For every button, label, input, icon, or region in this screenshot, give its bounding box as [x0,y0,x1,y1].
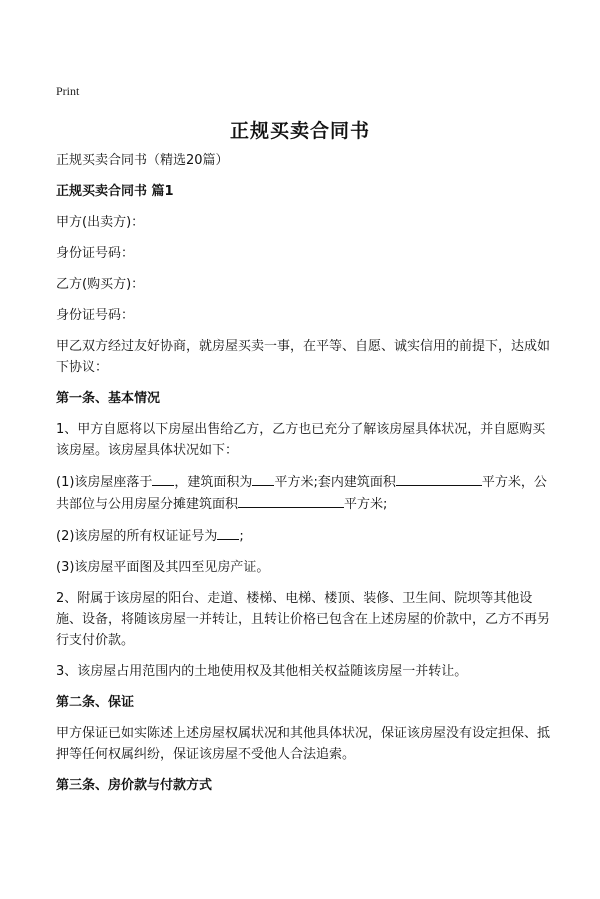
item-1-text: ，建筑面积为 [174,475,253,490]
article-1-paragraph-3: 3、该房屋占用范围内的土地使用权及其他相关权益随该房屋一并转让。 [56,664,468,679]
party-b-field: 乙方(购买方)： [56,277,145,292]
item-1-text: (1)该房屋座落于 [56,475,153,490]
blank-line [252,471,274,486]
item-1-text: 平方米，公共部位与公用房屋分摊建筑面积 [56,475,547,512]
article-1-heading: 第一条、基本情况 [56,391,161,406]
item-1-text: 平方米; [344,497,388,512]
item-2-text: (2)该房屋的所有权证证号为 [56,529,218,544]
article-1-paragraph-1: 1、甲方自愿将以下房屋出售给乙方，乙方也已充分了解该房屋具体状况，并自愿购买该房屋。该房屋具体状况如下： [56,422,546,458]
document-title: 正规买卖合同书 [229,120,370,142]
intro-paragraph: 甲乙双方经过友好协商，就房屋买卖一事，在平等、自愿、诚实信用的前提下，达成如下协议： [56,339,551,375]
blank-line [217,525,239,540]
document-body [56,150,552,806]
party-a-id-field: 身份证号码： [56,246,135,261]
item-2-text: ; [239,529,244,544]
blank-line [396,471,482,486]
document-subtitle: 正规买卖合同书（精选20篇） [56,153,229,168]
party-b-id-field: 身份证号码： [56,308,135,323]
item-1-text: 平方米;套内建筑面积 [274,475,396,490]
blank-line [152,471,174,486]
print-label: Print [56,84,80,98]
item-3-paragraph: (3)该房屋平面图及其四至见房产证。 [56,560,270,575]
article-3-heading: 第三条、房价款与付款方式 [56,778,213,793]
item-2-paragraph [56,525,552,547]
article-2-heading: 第二条、保证 [56,695,135,710]
party-a-field: 甲方(出卖方)： [56,215,145,230]
blank-line [238,493,344,508]
section-heading: 正规买卖合同书 篇1 [56,184,174,199]
item-1-paragraph [56,471,552,515]
article-1-paragraph-2: 2、附属于该房屋的阳台、走道、楼梯、电梯、楼顶、装修、卫生间、院坝等其他设施、设备，将随该房屋一并转让，且转让价格已包含在上述房屋的价款中，乙方不再另行支付价款。 [56,591,551,648]
article-2-paragraph-1: 甲方保证已如实陈述上述房屋权属状况和其他具体状况，保证该房屋没有设定担保、抵押等任何权属纠纷，保证该房屋不受他人合法追索。 [56,726,551,762]
